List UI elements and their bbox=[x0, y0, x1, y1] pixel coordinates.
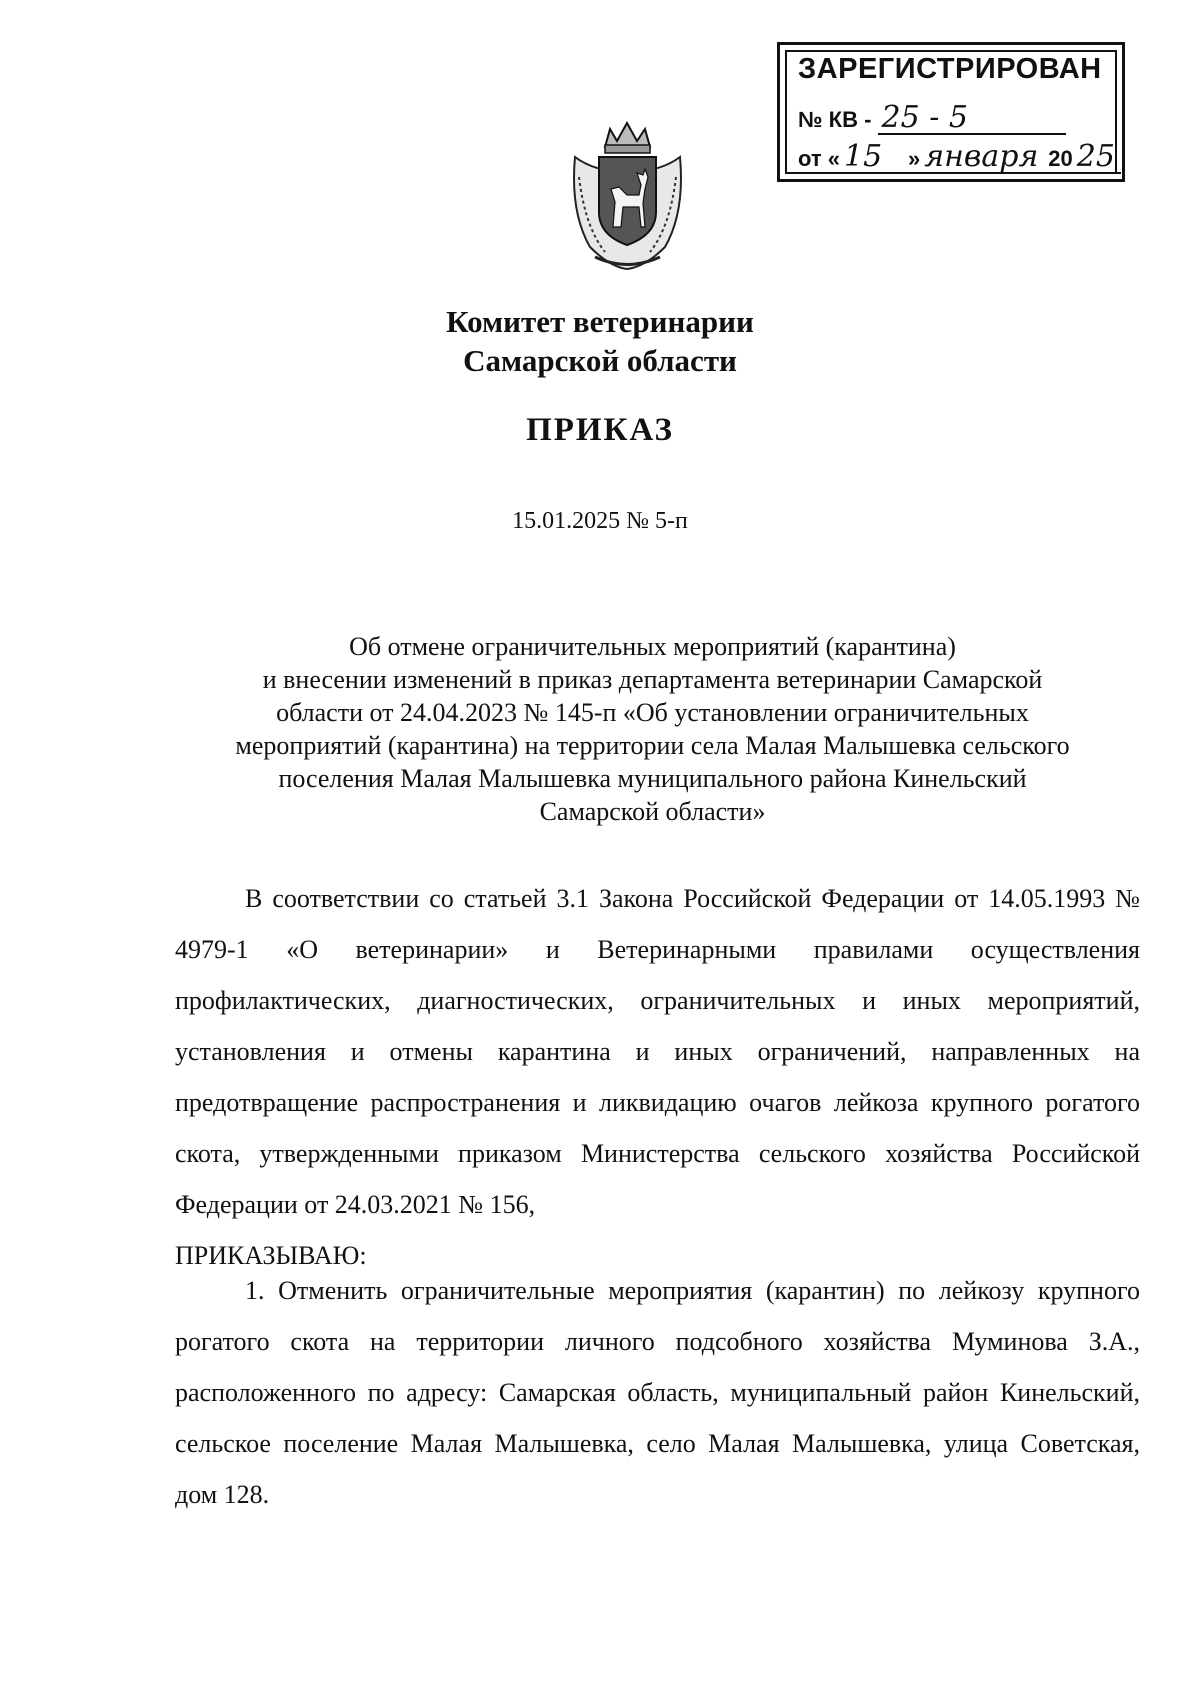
subject-line: области от 24.04.2023 № 145-п «Об установлении ограничительных bbox=[276, 698, 1029, 727]
document-subject bbox=[180, 630, 1125, 828]
stamp-number-prefix: № КВ - bbox=[798, 107, 872, 132]
stamp-date-sep: » bbox=[908, 146, 921, 171]
stamp-date-year: 25 bbox=[1073, 142, 1121, 174]
registration-stamp bbox=[777, 42, 1125, 182]
stamp-number-handwritten: 25 - 5 bbox=[878, 103, 1066, 135]
stamp-date-month: января bbox=[920, 142, 1048, 174]
org-line-1: Комитет ветеринарии bbox=[446, 304, 754, 339]
subject-line: мероприятий (карантина) на территории села Малая Малышевка сельского bbox=[235, 731, 1070, 760]
stamp-date-day: 15 bbox=[840, 142, 908, 174]
document-type: ПРИКАЗ bbox=[526, 412, 674, 448]
stamp-date-year-prefix: 20 bbox=[1048, 146, 1073, 171]
samara-coat-of-arms-icon bbox=[565, 117, 690, 272]
document-number: 15.01.2025 № 5-п bbox=[512, 508, 688, 534]
preamble-paragraph bbox=[175, 873, 1140, 1281]
stamp-number-line bbox=[798, 100, 1066, 135]
order-item-1: 1. Отменить ограничительные мероприятия (карантин) по лейкозу крупного рогатого скота на территории личного подсобного хозяйства Муминова З.А., расположенного по адресу: Самарская область, муниципальный район Кинельский, сельское поселение Малая Малышевка, село Малая Малышевка, улица Советская, дом 128. bbox=[175, 1276, 1140, 1509]
preamble-text: В соответствии со статьей 3.1 Закона Российской Федерации от 14.05.1993 № 4979-1 «О ветеринарии» и Ветеринарными правилами осуществления профилактических, диагностических, ограничительных и иных мероприятий, установления и отмены карантина и иных ограничений, направленных на предотвращение распространения и ликвидацию очагов лейкоза крупного рогатого скота, утвержденными приказом Министерства сельского хозяйства Российской Федерации от 24.03.2021 № 156, bbox=[175, 884, 1140, 1219]
organization-name bbox=[0, 302, 1200, 380]
stamp-title: ЗАРЕГИСТРИРОВАН bbox=[798, 53, 1102, 85]
subject-line: поселения Малая Малышевка муниципального района Кинельский bbox=[278, 764, 1027, 793]
subject-line: Самарской области» bbox=[539, 797, 766, 826]
subject-line: и внесении изменений в приказ департамента ветеринарии Самарской bbox=[262, 665, 1043, 694]
subject-line: Об отмене ограничительных мероприятий (карантина) bbox=[349, 632, 956, 661]
org-line-2: Самарской области bbox=[463, 343, 737, 378]
order-word: ПРИКАЗЫВАЮ: bbox=[175, 1241, 367, 1270]
stamp-date-line bbox=[798, 139, 1121, 174]
stamp-date-prefix: от « bbox=[798, 146, 841, 171]
